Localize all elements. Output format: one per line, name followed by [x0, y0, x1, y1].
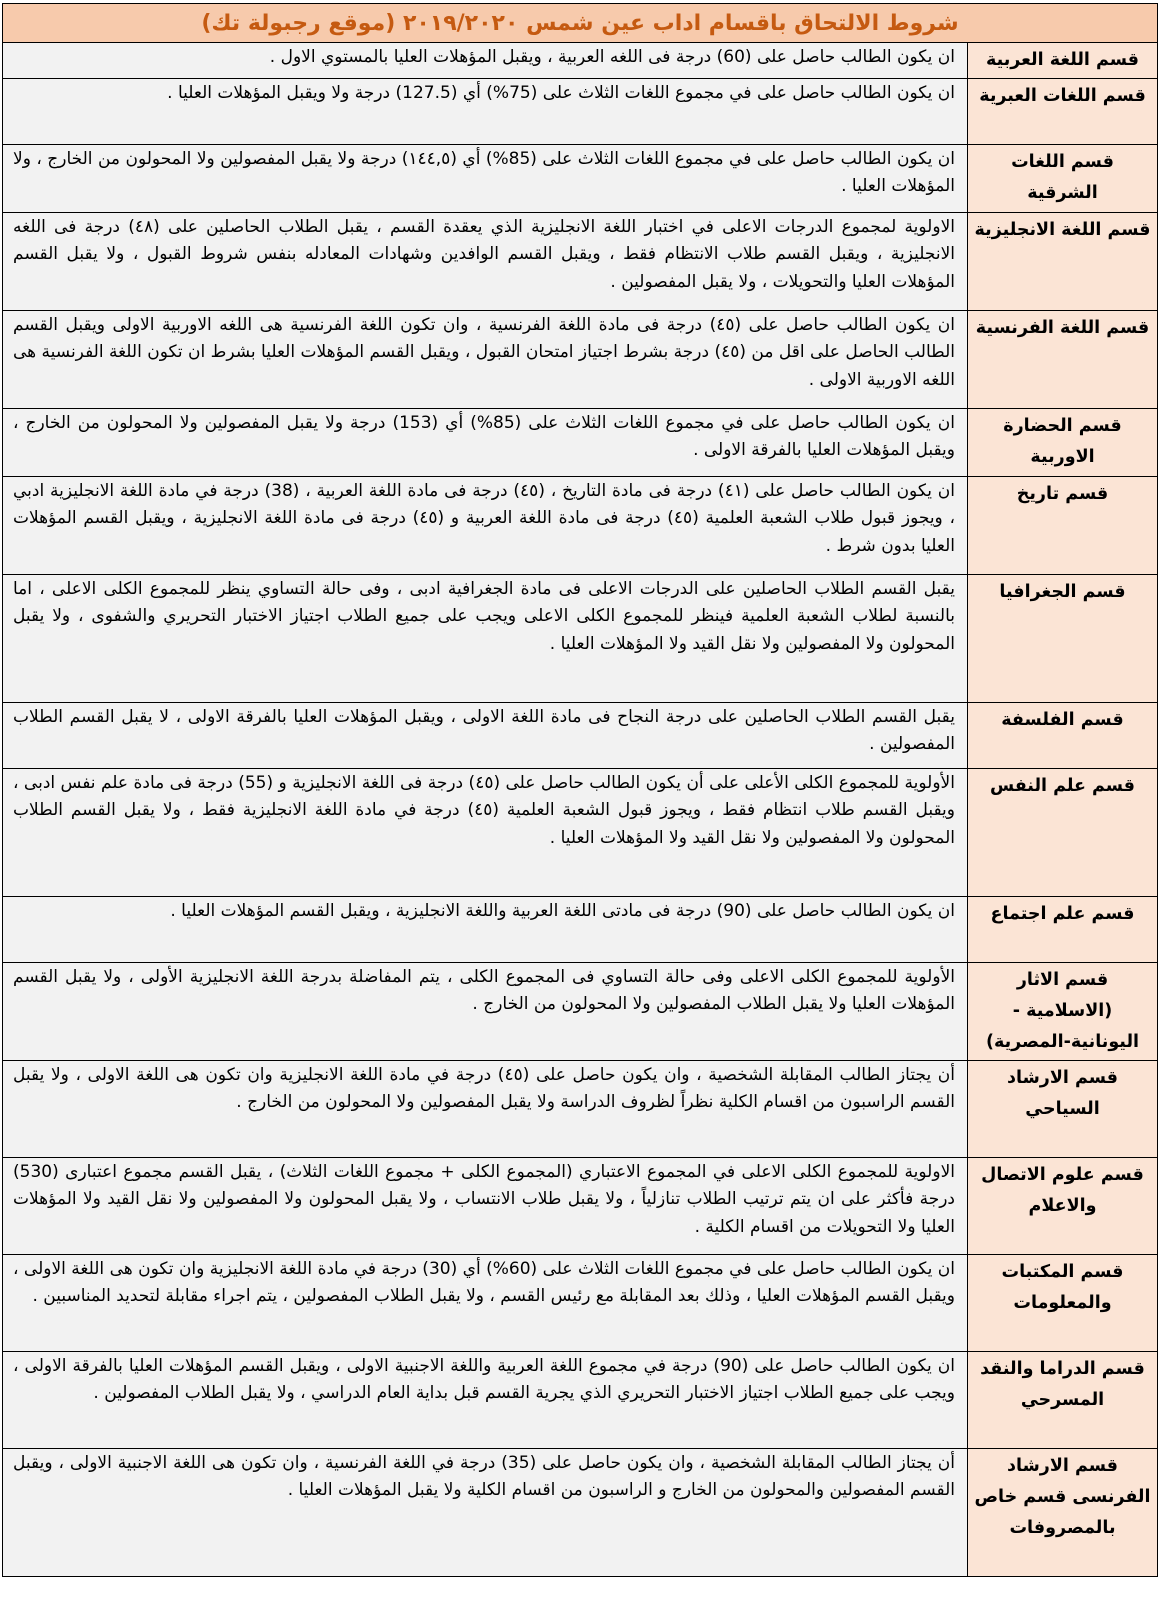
department-name: قسم تاريخ [968, 477, 1158, 575]
admission-condition: ان يكون الطالب حاصل على (٤١) درجة فى مادة التاريخ ، (٤٥) درجة فى مادة اللغة العربية ، (38) درجة في مادة اللغة الانجليزية ادبي ، ويجوز قبول طلاب الشعبة العلمية (٤٥) درجة فى مادة اللغة العربية و (٤٥) درجة فى مادة اللغة الانجليزية ، ويقبل القسم المؤهلات العليا بدون شرط . [3, 477, 968, 575]
department-name: قسم اللغات العبرية [968, 79, 1158, 145]
department-name: قسم الدراما والنقد المسرحي [968, 1352, 1158, 1449]
table-row [3, 145, 1158, 213]
table-row [3, 409, 1158, 477]
table-row [3, 43, 1158, 79]
admission-condition: أن يجتاز الطالب المقابلة الشخصية ، وان يكون حاصل على (٤٥) درجة في مادة اللغة الانجليزية وان تكون هى اللغة الاولى ، ولا يقبل القسم الراسبون من اقسام الكلية نظراً لظروف الدراسة ولا يقبل المفصولين ولا المحولون من الخارج . [3, 1061, 968, 1158]
admission-conditions-table [2, 3, 1158, 1577]
admission-condition: أن يجتاز الطالب المقابلة الشخصية ، وان يكون حاصل على (35) درجة في اللغة الفرنسية ، وان تكون هى اللغة الاجنبية الاولى ، ويقبل القسم المفصولين والمحولون من الخارج و الراسبون من اقسام الكلية ولا يقبل المؤهلات العليا . [3, 1449, 968, 1577]
admission-condition: ان يكون الطالب حاصل على في مجموع اللغات الثلاث على (85%) أي (١٤٤,٥) درجة ولا يقبل المفصولين ولا المحولون من الخارج ، ولا المؤهلات العليا . [3, 145, 968, 213]
admission-condition: الأولوية للمجموع الكلى الأعلى على أن يكون الطالب حاصل على (٤٥) درجة فى اللغة الانجليزية و (55) درجة فى مادة علم نفس ادبى ، ويقبل القسم طلاب انتظام فقط ، ويجوز قبول الشعبة العلمية (٤٥) درجة في مادة اللغة الانجليزية فقط ، ولا يقبل القسم الطلاب المحولون ولا المفصولين ولا نقل القيد ولا المؤهلات العليا . [3, 769, 968, 897]
department-name: قسم المكتبات والمعلومات [968, 1255, 1158, 1352]
table-row [3, 1352, 1158, 1449]
table-row [3, 703, 1158, 769]
admission-condition: ان يكون الطالب حاصل على (٤٥) درجة فى مادة اللغة الفرنسية ، وان تكون اللغة الفرنسية هى اللغه الاوربية الاولى ويقبل القسم الطالب الحاصل على اقل من (٤٥) درجة بشرط اجتياز امتحان القبول ، ويقبل القسم المؤهلات العليا بشرط ان تكون اللغة الفرنسية هى اللغه الاوربية الاولى . [3, 311, 968, 409]
table-row [3, 79, 1158, 145]
department-name: قسم اللغة العربية [968, 43, 1158, 79]
department-name: قسم الارشاد الفرنسى قسم خاص بالمصروفات [968, 1449, 1158, 1577]
table-row [3, 1158, 1158, 1255]
title-row [3, 4, 1158, 43]
admission-condition: الاولوية لمجموع الدرجات الاعلى في اختبار اللغة الانجليزية الذي يعقدة القسم ، يقبل الطلاب الحاصلين على (٤٨) درجة فى اللغه الانجليزية ، ويقبل القسم طلاب الانتظام فقط ، ويقبل القسم الوافدين وشهادات المعادله بنفس شروط القبول ، ولا يقبل القسم المؤهلات العليا والتحويلات ، ولا يقبل المفصولين . [3, 213, 968, 311]
admission-condition: ان يكون الطالب حاصل على في مجموع اللغات الثلاث على (75%) أي (127.5) درجة ولا ويقبل المؤهلات العليا . [3, 79, 968, 145]
department-name: قسم علم اجتماع [968, 897, 1158, 963]
admission-condition: الاولوية للمجموع الكلى الاعلى في المجموع الاعتباري (المجموع الكلى + مجموع اللغات الثلاث) ، يقبل القسم مجموع اعتبارى (530) درجة فأكثر على ان يتم ترتيب الطلاب تنازلياً ، ولا يقبل طلاب الانتساب ، ولا يقبل المحولون ولا المفصولين ولا نقل القيد ولا المؤهلات العليا ولا التحويلات من اقسام الكلية . [3, 1158, 968, 1255]
department-name: قسم علوم الاتصال والاعلام [968, 1158, 1158, 1255]
table-row [3, 311, 1158, 409]
table-row [3, 1061, 1158, 1158]
table-row [3, 1449, 1158, 1577]
admission-condition: يقبل القسم الطلاب الحاصلين على الدرجات الاعلى فى مادة الجغرافية ادبى ، وفى حالة التساوي ينظر للمجموع الكلى الاعلى ، اما بالنسبة لطلاب الشعبة العلمية فينظر للمجموع الكلى الاعلى ويجب على جميع الطلاب اجتياز الاختبار التحريري والشفوى ، ولا يقبل المحولون ولا المفصولين ولا نقل القيد ولا المؤهلات العليا . [3, 575, 968, 703]
department-name: قسم اللغة الفرنسية [968, 311, 1158, 409]
admission-condition: ان يكون الطالب حاصل على في مجموع اللغات الثلاث على (85%) أي (153) درجة ولا يقبل المفصولين ولا المحولون من الخارج ، ويقبل المؤهلات العليا بالفرقة الاولى . [3, 409, 968, 477]
department-name: قسم اللغات الشرقية [968, 145, 1158, 213]
department-name: قسم الفلسفة [968, 703, 1158, 769]
table-row [3, 963, 1158, 1061]
department-name: قسم علم النفس [968, 769, 1158, 897]
table-title: شروط الالتحاق باقسام اداب عين شمس ٢٠١٩/٢٠٢٠ (موقع رجبولة تك) [3, 4, 1158, 43]
table-row [3, 477, 1158, 575]
department-name: قسم الجغرافيا [968, 575, 1158, 703]
department-name: قسم الحضارة الاوربية [968, 409, 1158, 477]
department-name: قسم الارشاد السياحي [968, 1061, 1158, 1158]
admission-condition: يقبل القسم الطلاب الحاصلين على درجة النجاح فى مادة اللغة الاولى ، ويقبل المؤهلات العليا بالفرقة الاولى ، لا يقبل القسم الطلاب المفصولين . [3, 703, 968, 769]
table-row [3, 1255, 1158, 1352]
admission-condition: ان يكون الطالب حاصل على (90) درجة في مجموع اللغة العربية واللغة الاجنبية الاولى ، ويقبل القسم المؤهلات العليا بالفرقة الاولى ، ويجب على جميع الطلاب اجتياز الاختبار التحريري الذي يجرية القسم قبل بداية العام الدراسي ، ولا يقبل الطلاب المفصولين . [3, 1352, 968, 1449]
table-row [3, 213, 1158, 311]
admission-condition: ان يكون الطالب حاصل على (60) درجة فى اللغه العربية ، ويقبل المؤهلات العليا بالمستوي الاول . [3, 43, 968, 79]
admission-condition: الأولوية للمجموع الكلى الاعلى وفى حالة التساوي فى المجموع الكلى ، يتم المفاضلة بدرجة اللغة الانجليزية الأولى ، ولا يقبل القسم المؤهلات العليا ولا يقبل الطلاب المفصولين ولا المحولون من الخارج . [3, 963, 968, 1061]
admission-condition: ان يكون الطالب حاصل على (90) درجة فى مادتى اللغة العربية واللغة الانجليزية ، ويقبل القسم المؤهلات العليا . [3, 897, 968, 963]
department-name: قسم اللغة الانجليزية [968, 213, 1158, 311]
admission-condition: ان يكون الطالب حاصل على في مجموع اللغات الثلاث على (60%) أي (30) درجة في مادة اللغة الانجليزية وان تكون هى اللغة الاولى ، ويقبل القسم المؤهلات العليا ، وذلك بعد المقابلة مع رئيس القسم ، ولا يقبل الطلاب المفصولين ، يتم اجراء مقابلة لتحديد المناسبين . [3, 1255, 968, 1352]
table-row [3, 575, 1158, 703]
department-name: قسم الاثار (الاسلامية - اليونانية-المصرية) [968, 963, 1158, 1061]
table-row [3, 769, 1158, 897]
table-row [3, 897, 1158, 963]
